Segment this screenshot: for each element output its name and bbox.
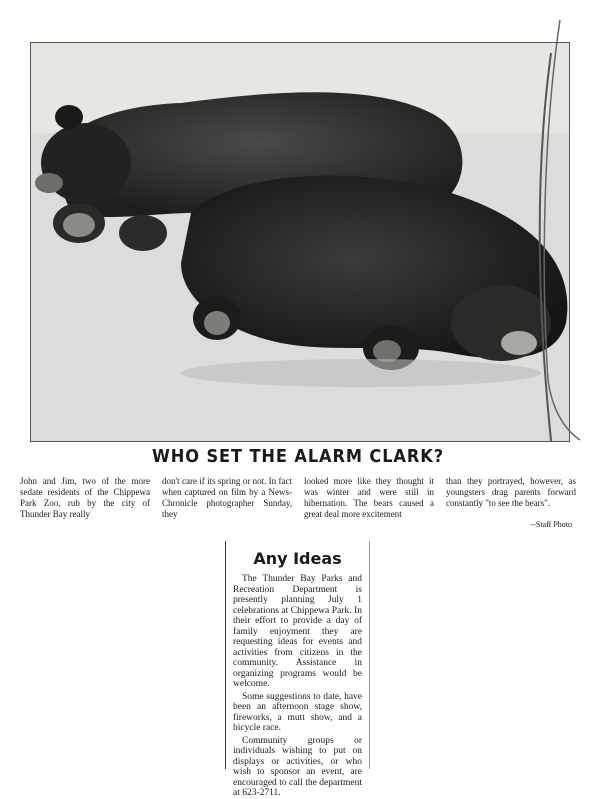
headline: WHO SET THE ALARM CLARK?: [152, 446, 444, 467]
news-clipping-bears: [18, 34, 578, 529]
caption-column-1: John and Jim, two of the more sedate residents of the Chippewa Park Zoo, rub by the city of Thunder Bay really: [20, 476, 150, 519]
caption-columns: [20, 476, 576, 520]
photo-credit: --Staff Photo: [530, 520, 572, 529]
article-paragraph-1: The Thunder Bay Parks and Recreation Department is presently planning July 1 celebrations at Chippewa Park. In their effort to provide a day of family enjoyment they are requesting ideas for events and activities from citizens in the community. Assistance in organizing programs would be welcome.: [233, 574, 362, 689]
caption-column-3: looked more like they thought it was winter and were still in hibernation. The bears caused a great deal more excitement: [304, 476, 434, 519]
caption-column-2: don't care if its spring or not. In fact when captured on film by a News-Chronicle photographer Sunday, they: [162, 476, 292, 519]
news-clipping-any-ideas: [225, 541, 370, 798]
article-paragraph-3: Community groups or individuals wishing to put on displays or activities, or who wish to sponsor an event, are encouraged to call the department at 623-2711.: [233, 735, 362, 798]
article-title: Any Ideas: [253, 549, 342, 568]
bear-cubs-photo: [30, 42, 570, 442]
article-paragraph-2: Some suggestions to date, have been an afternoon stage show, fireworks, a mutt show, and a bicycle race.: [233, 691, 362, 733]
caption-column-4: than they portrayed, however, as youngsters drag parents forward constantly "to see the bears".: [446, 476, 576, 508]
